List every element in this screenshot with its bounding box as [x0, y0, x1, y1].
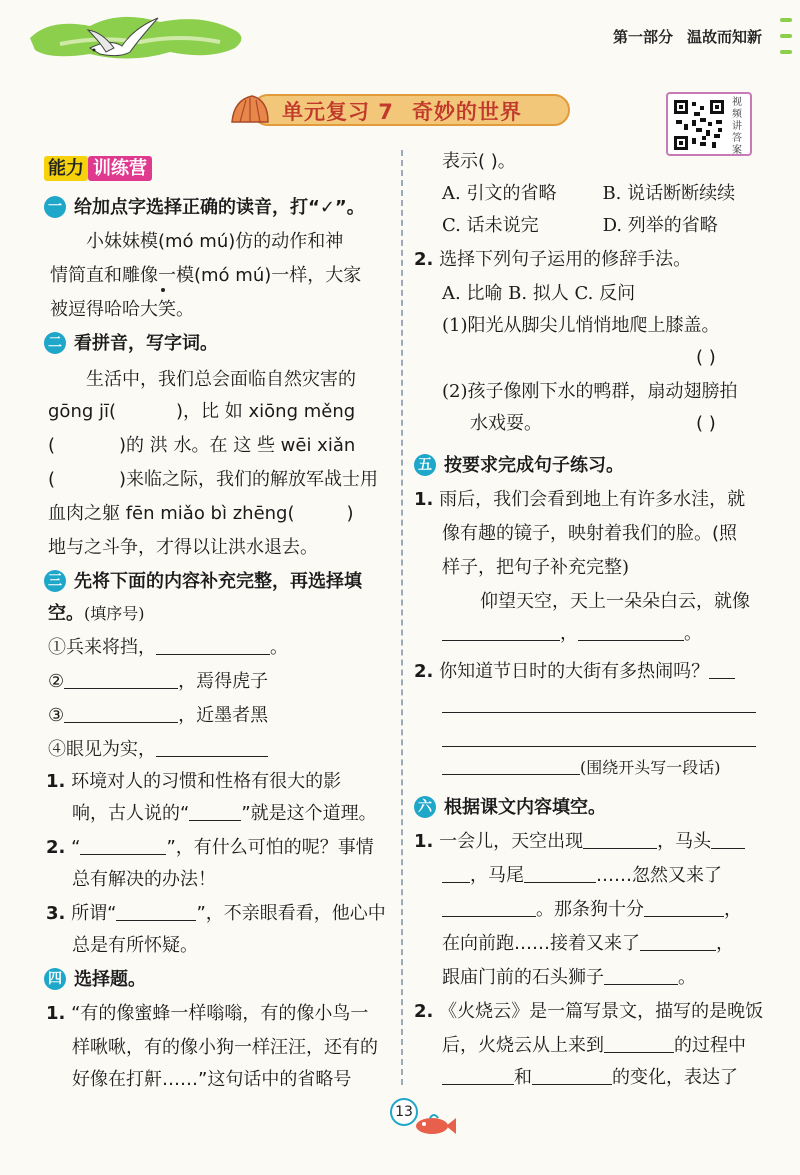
choice-line: A. 引文的省略 B. 说话断断续续 [442, 183, 736, 204]
text-line: (1)阳光从脚尖儿悄悄地爬上膝盖。 [442, 315, 720, 336]
question-line: 1. 雨后，我们会看到地上有许多水洼，就 [414, 489, 746, 510]
shell-icon [228, 92, 272, 128]
idiom-line: ② ，焉得虎子 [48, 671, 269, 692]
text-line: 空。(填序号) [48, 603, 145, 624]
text-line: (2)孩子像刚下水的鸭群，扇动翅膀拍 [442, 381, 738, 402]
section-badge: 能力 训练营 [44, 154, 152, 182]
section-number: 一 [44, 196, 66, 218]
text-line: 小妹妹模(mó mú)仿的动作和神 [86, 231, 344, 252]
answer-paren: ( ) [696, 347, 716, 368]
section-number: 五 [414, 454, 436, 476]
section-6-heading: 六 根据课文内容填空。 [414, 796, 606, 820]
pinyin-line: gōng jī( )，比 如 xiōng měng [48, 401, 356, 422]
text-line: 地与之斗争，才得以让洪水退去。 [48, 537, 318, 558]
writing-line [442, 746, 756, 747]
pinyin-line: 血肉之躯 fēn miǎo bì zhēng( ) [48, 503, 354, 524]
choice-line: C. 话未说完 D. 列举的省略 [442, 215, 718, 236]
text-line: 生活中，我们总会面临自然灾害的 [86, 369, 356, 390]
idiom-line: ④眼见为实， [48, 738, 268, 762]
question-line: 好像在打鼾……”这句话中的省略号 [72, 1069, 352, 1090]
text-line: 表示( )。 [442, 151, 516, 172]
text-line: 仰望天空，天上一朵朵白云，就像 [480, 591, 750, 612]
section-number: 三 [44, 570, 66, 592]
question-line: 2. “ ”，有什么可怕的呢？事情 [46, 837, 374, 858]
question-line: 和 的变化，表达了 [442, 1066, 738, 1090]
pinyin-line: ( )的 洪 水。在 这 些 wēi xiǎn [48, 435, 356, 456]
question-line: 总是有所怀疑。 [72, 935, 198, 956]
question-line: 2. 《火烧云》是一篇写景文，描写的是晚饭 [414, 1001, 764, 1022]
corner-decoration [778, 14, 794, 58]
section-5-heading: 五 按要求完成句子练习。 [414, 454, 624, 478]
section-title: 第一部分 温故而知新 [612, 28, 762, 46]
qr-code[interactable] [666, 92, 752, 156]
pinyin-line: ( )来临之际，我们的解放军战士用 [48, 469, 379, 490]
choice-line: A. 比喻 B. 拟人 C. 反问 [442, 283, 636, 304]
question-line: 跟庙门前的石头狮子 。 [442, 967, 696, 988]
qr-label: 视频讲答案 [732, 97, 742, 156]
fill-line: ， 。 [442, 622, 702, 646]
question-line: 2. 选择下列句子运用的修辞手法。 [414, 249, 692, 270]
idiom-line: ①兵来将挡， 。 [48, 637, 288, 658]
question-line: 1. 环境对人的习惯和性格有很大的影 [46, 771, 342, 792]
text-line: 情简直和雕像一模(mó mú)一样，大家 [50, 265, 362, 286]
question-line: 在向前跑……接着又来了 ， [442, 933, 734, 954]
column-divider [401, 150, 403, 1085]
question-line: 总有解决的办法！ [72, 869, 216, 890]
answer-paren: ( ) [696, 413, 716, 434]
question-line: 样啾啾，有的像小狗一样汪汪，还有的 [72, 1037, 378, 1058]
section-2-heading: 二 看拼音，写字词。 [44, 332, 218, 356]
question-line: 1. “有的像蜜蜂一样嗡嗡，有的像小鸟一 [46, 1003, 369, 1024]
section-number: 六 [414, 796, 436, 818]
question-line: 1. 一会儿，天空出现 ，马头 [414, 830, 745, 854]
question-line: 后，火烧云从上来到 的过程中 [442, 1035, 746, 1056]
page-number: 13 [390, 1098, 418, 1126]
qr-code-icon [672, 98, 726, 152]
section-1-heading: 一 给加点字选择正确的读音，打“✓”。 [44, 196, 365, 220]
unit-banner: 单元复习 7 奇妙的世界 [228, 92, 572, 128]
section-4-heading: 四 选择题。 [44, 968, 146, 992]
section-3-heading: 三 先将下面的内容补充完整，再选择填 [44, 570, 362, 594]
question-line: ，马尾 ……忽然又来了 [442, 864, 722, 888]
fill-line: (围绕开头写一段话) [442, 756, 721, 780]
section-number: 二 [44, 332, 66, 354]
question-line: 。那条狗十分 ， [442, 898, 742, 922]
text-line: 被逗得哈哈大笑。 [50, 299, 194, 320]
text-line: 水戏耍。 [470, 413, 542, 434]
question-line: 3. 所谓“ ”，不亲眼看看，他心中 [46, 903, 386, 924]
writing-line [442, 712, 756, 713]
question-line: 2. 你知道节日时的大街有多热闹吗？ [414, 660, 735, 684]
question-line: 像有趣的镜子，映射着我们的脸。(照 [442, 523, 738, 544]
section-number: 四 [44, 968, 66, 990]
emphasis-dot [161, 288, 165, 292]
question-line: 样子，把句子补充完整) [442, 557, 630, 578]
fish-icon [412, 1112, 458, 1138]
question-line: 响，古人说的“ ”就是这个道理。 [72, 803, 377, 824]
header-decoration [30, 8, 250, 66]
idiom-line: ③ ，近墨者黑 [48, 705, 269, 726]
